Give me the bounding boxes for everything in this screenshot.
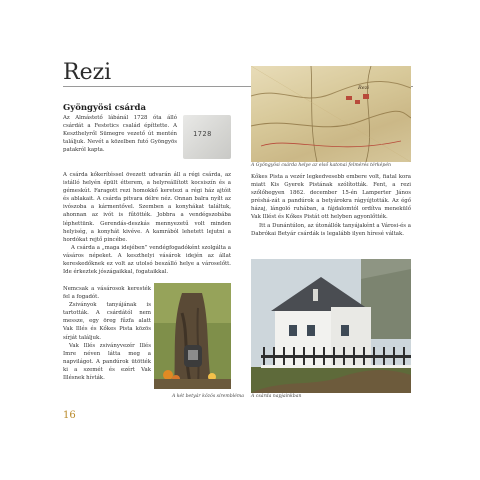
paragraph-kokes-pista: Kőkes Pista a vezér legkedvesebb embere volt, fiatal kora miatt Kis Gyerek Pistának szólították. Fent, a rezi szőlőhegyen 1862. december 15-én Lamperter János préshá-zát a pandúrok a betyárokra rágyújtották. Az égő házaj, lángoló ruhában, a fájdalomtól ordítva menekülő Vak Illést és Kőkes Pistát ott helyben agyonlőtték. (251, 174, 411, 221)
grave-tree-illustration (154, 283, 231, 389)
map-place-label: Rezi (358, 85, 369, 91)
csarda-photo (251, 259, 411, 393)
house-photo-caption: A csárda napjainkban (251, 394, 302, 399)
grave-tree-photo (154, 283, 231, 389)
left-column-text (63, 171, 231, 276)
paragraph-inn: A csárda a „maga idejében” vendégfogadóként szolgálta a vásáros népeket. A keszthelyi vásárok idején az állat kereskedőknek ez volt az utolsó beszálló helye a városelőtt. Ide érkeztek jószágaikkal, fogataikkal. (63, 244, 231, 276)
tree-photo-caption: A két betyár közös sírembléma (172, 394, 244, 399)
paragraph-courtyard: A csárda kőkerítéssel övezett udvarán áll a régi csárda, az istálló helyén épült étterem, a helyreállított kocsiszín és a gémeskút. Faragott rezi homokkő keretezi a régi ház ajtóit és ablakait. A csárda pitvara délre néz. Onnan balra nyílt az ivószoba a kármentővel. Szemben a konyhákat találtuk, ahonnan az ivót is fűtötték. Jobbra a vendégszobába léphettünk. Gerendás-deszkás mennyezetű volt minden helyiség, a konyhát kivéve. A kamrából lehetett lejutni a hordókat rejtő pincébe. (63, 172, 231, 243)
page-number: 16 (63, 410, 76, 421)
historic-map-drawing (251, 66, 411, 162)
paragraph-dunantul: Itt a Dunántúlon, az útonállók tanyájaként a Városi-és a Dabrókai Betyár csárdák is legalább ilyen híresé váltak. (251, 222, 411, 237)
right-column-text (251, 173, 411, 238)
stone-inscription-text: 1728 (193, 130, 212, 138)
paragraph-visitors: Nemcsak a vásárosok keresték fel a fogadót. (63, 286, 151, 301)
left-lower-text (63, 285, 151, 382)
intro-text: Az Almástető lábánál 1728 óta álló csárdát a Festetics család építtette. A Keszthelyről Sümegre vezető út mentén találjuk. Nevét a közelben futó Gyöngyös patakról kapta. (63, 115, 177, 154)
page-title: Rezi (63, 60, 112, 85)
csarda-illustration (251, 259, 411, 393)
intro-paragraph (63, 114, 177, 154)
map-caption: A Gyöngyösi csárda helye az első katonai felmérés térképén (251, 163, 392, 168)
paragraph-outlaws: Zsiványok tanyájának is tartották. A csárdától nem messze, egy öreg fűzfa alatt Vak Illés és Kőkes Pista közös sírját találjuk. (63, 302, 151, 341)
section-heading: Gyöngyösi csárda (63, 103, 146, 113)
historic-map (251, 66, 411, 162)
paragraph-vak-illes: Vak Illés zsiványvezér Illés Imre néven látta meg a napvilágot. A pandúrok ütötték ki a szemét és ezért Vak Illésnek hívták. (63, 342, 151, 382)
